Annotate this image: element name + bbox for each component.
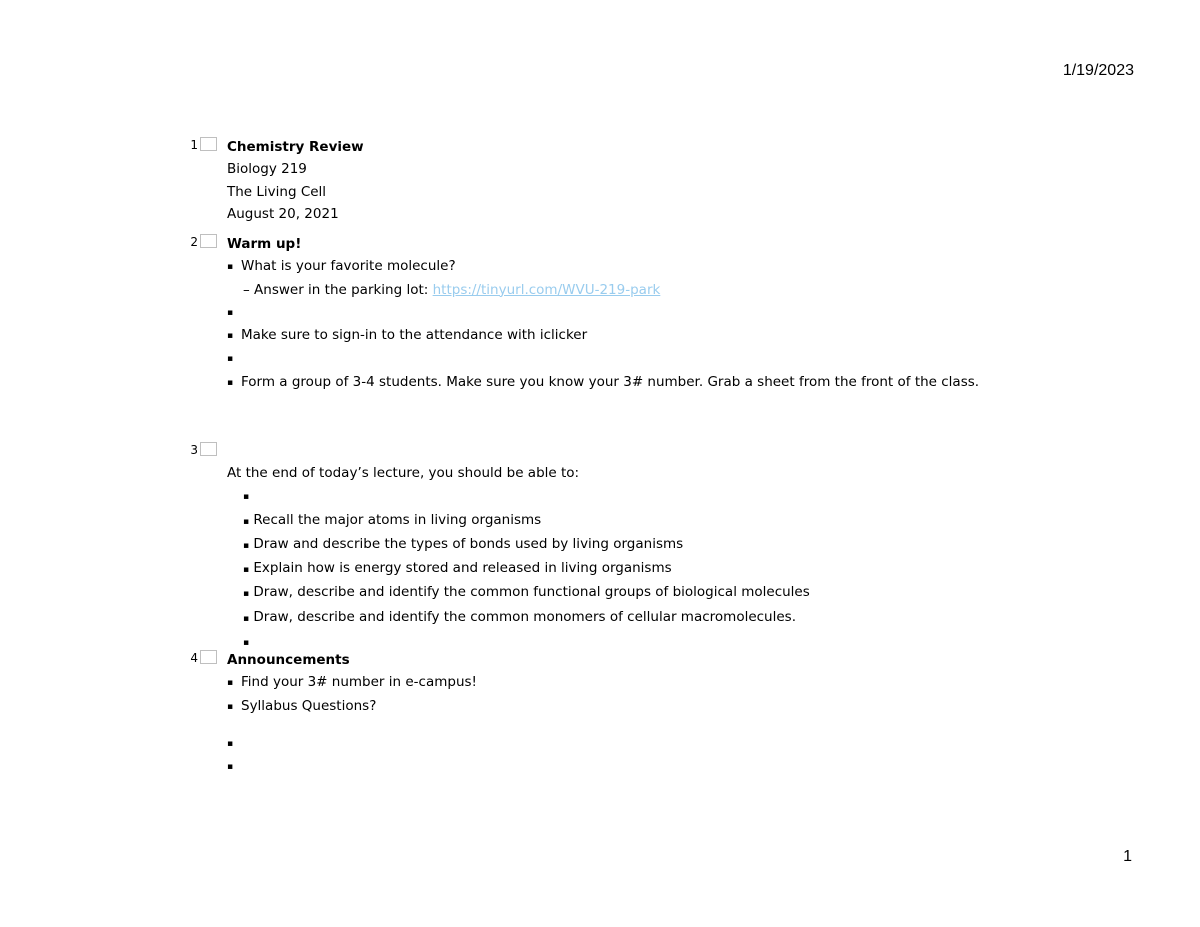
sub-bullet-item: – Answer in the parking lot: https://tinyurl.com/WVU-219-park bbox=[243, 281, 661, 298]
bullet-icon: ▪ bbox=[243, 613, 250, 624]
bullet-icon: ▪ bbox=[243, 492, 250, 503]
bullet-item: ▪ Make sure to sign-in to the attendance with iclicker bbox=[227, 324, 1127, 347]
objective-item: ▪ Draw, describe and identify the common functional groups of biological molecules bbox=[243, 584, 810, 601]
slide-intro: At the end of today’s lecture, you should be able to: bbox=[227, 465, 580, 481]
bullet-item bbox=[227, 484, 1127, 508]
bullet-item bbox=[227, 347, 1127, 370]
bullet-icon: ▪ bbox=[227, 377, 234, 388]
objective-item: ▪ Draw, describe and identify the common monomers of cellular macromolecules. bbox=[243, 608, 796, 625]
parking-lot-link[interactable]: https://tinyurl.com/WVU-219-park bbox=[432, 281, 661, 298]
bullet-icon: ▪ bbox=[227, 738, 234, 749]
slide-title: Warm up! bbox=[227, 236, 302, 252]
bullet-icon: ▪ bbox=[227, 307, 234, 318]
slide-title: Announcements bbox=[227, 652, 350, 668]
objective-item: ▪ Recall the major atoms in living organisms bbox=[243, 511, 542, 528]
print-date: 1/19/2023 bbox=[1062, 62, 1134, 79]
slide-thumbnail-box bbox=[200, 650, 217, 664]
bullet-item bbox=[227, 755, 1127, 778]
slide-text: The Living Cell bbox=[227, 183, 327, 200]
slide-thumbnail-box bbox=[200, 137, 217, 151]
bullet-icon: ▪ bbox=[243, 589, 250, 600]
bullet-item: ▪ Find your 3# number in e-campus! bbox=[227, 671, 1127, 694]
slide-number: 4 bbox=[190, 651, 198, 665]
slide-text: Biology 219 bbox=[227, 161, 307, 178]
bullet-icon: ▪ bbox=[227, 678, 234, 689]
bullet-item: ▪ What is your favorite molecule? bbox=[227, 255, 1127, 278]
slide-number: 3 bbox=[190, 443, 198, 457]
slide-thumbnail-box bbox=[200, 234, 217, 248]
slide-number: 1 bbox=[190, 138, 198, 152]
bullet-icon: ▪ bbox=[243, 540, 250, 551]
bullet-item: ▪ Form a group of 3-4 students. Make sure you know your 3# number. Grab a sheet from the front of the class. bbox=[227, 371, 1127, 394]
slide-title: Chemistry Review bbox=[227, 139, 364, 155]
bullet-icon: ▪ bbox=[227, 331, 234, 342]
slide-number: 2 bbox=[190, 235, 198, 249]
objective-item: ▪ Draw and describe the types of bonds used by living organisms bbox=[243, 535, 684, 552]
bullet-icon: ▪ bbox=[227, 762, 234, 773]
bullet-icon: ▪ bbox=[227, 354, 234, 365]
page-number: 1 bbox=[1123, 848, 1132, 865]
bullet-item bbox=[227, 301, 1127, 324]
slide-text: August 20, 2021 bbox=[227, 205, 339, 222]
objective-item: ▪ Explain how is energy stored and released in living organisms bbox=[243, 560, 672, 577]
bullet-item bbox=[227, 732, 1127, 755]
bullet-icon: ▪ bbox=[243, 516, 250, 527]
bullet-icon: ▪ bbox=[243, 565, 250, 576]
spacer bbox=[227, 718, 1127, 732]
bullet-icon: ▪ bbox=[243, 638, 250, 649]
bullet-icon: ▪ bbox=[227, 262, 234, 273]
slide-thumbnail-box bbox=[200, 442, 217, 456]
bullet-item: ▪ Syllabus Questions? bbox=[227, 695, 1127, 718]
bullet-icon: ▪ bbox=[227, 701, 234, 712]
